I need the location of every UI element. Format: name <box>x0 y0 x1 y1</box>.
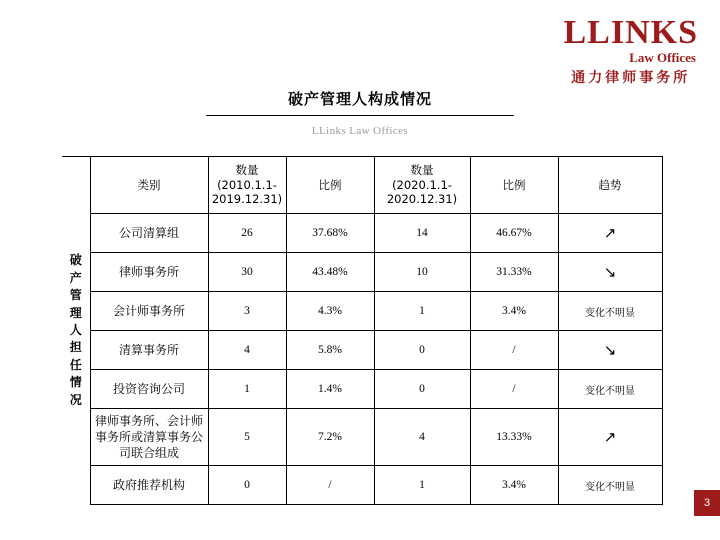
cell-count-new: 10 <box>374 253 470 292</box>
cell-pct-old: 7.2% <box>286 409 374 466</box>
cell-pct-new: 3.4% <box>470 292 558 331</box>
cell-category: 会计师事务所 <box>90 292 208 331</box>
cell-pct-old: / <box>286 466 374 505</box>
cell-count-old: 30 <box>208 253 286 292</box>
cell-count-new: 0 <box>374 370 470 409</box>
cell-count-old: 0 <box>208 466 286 505</box>
cell-count-old: 26 <box>208 214 286 253</box>
cell-pct-new: 31.33% <box>470 253 558 292</box>
cell-count-new: 1 <box>374 466 470 505</box>
cell-trend-down-icon: ↘ <box>558 331 662 370</box>
logo-wordmark: LLINKS <box>563 14 698 51</box>
cell-pct-old: 5.8% <box>286 331 374 370</box>
page-number-badge: 3 <box>694 490 720 516</box>
cell-pct-new: 3.4% <box>470 466 558 505</box>
table-row <box>62 466 662 505</box>
cell-trend-note: 变化不明显 <box>558 292 662 331</box>
cell-count-new: 0 <box>374 331 470 370</box>
cell-category: 律师事务所、会计师事务所或清算事务公司联合组成 <box>90 409 208 466</box>
col-header-count-new-l3: 2020.12.31) <box>386 192 458 207</box>
cell-category: 投资咨询公司 <box>90 370 208 409</box>
logo-tagline: Law Offices <box>629 50 696 65</box>
page-title: 破产管理人构成情况 <box>287 90 432 108</box>
side-vertical-label <box>62 157 90 505</box>
table-row <box>62 370 662 409</box>
side-vertical-label-text: 破产管理人担任情况 <box>69 253 82 407</box>
cell-count-old: 5 <box>208 409 286 466</box>
bankruptcy-administrator-table <box>62 156 663 505</box>
logo-chinese-name: 通力律师事务所 <box>571 70 691 86</box>
cell-pct-new: 13.33% <box>470 409 558 466</box>
col-header-count-old-l2: (2010.1.1- <box>217 177 277 192</box>
col-header-pct-new: 比例 <box>470 157 558 214</box>
table-row <box>62 331 662 370</box>
cell-trend-down-icon: ↘ <box>558 253 662 292</box>
col-header-count-new-l1: 数量 <box>410 162 434 177</box>
title-block <box>0 88 720 137</box>
cell-pct-old: 43.48% <box>286 253 374 292</box>
col-header-count-new-l2: (2020.1.1- <box>392 177 452 192</box>
table-row <box>62 409 662 466</box>
cell-pct-new: / <box>470 331 558 370</box>
cell-count-new: 14 <box>374 214 470 253</box>
cell-count-old: 4 <box>208 331 286 370</box>
cell-count-new: 1 <box>374 292 470 331</box>
cell-trend-note: 变化不明显 <box>558 466 662 505</box>
cell-trend-up-icon: ↗ <box>558 409 662 466</box>
col-header-count-new <box>374 157 470 214</box>
col-header-count-old-l1: 数量 <box>235 162 259 177</box>
cell-pct-new: 46.67% <box>470 214 558 253</box>
cell-count-old: 3 <box>208 292 286 331</box>
table-container <box>62 156 662 505</box>
col-header-trend: 趋势 <box>558 157 662 214</box>
cell-count-old: 1 <box>208 370 286 409</box>
table-row <box>62 292 662 331</box>
cell-count-new: 4 <box>374 409 470 466</box>
col-header-pct-old: 比例 <box>286 157 374 214</box>
cell-pct-old: 1.4% <box>286 370 374 409</box>
page-subtitle: LLinks Law Offices <box>311 125 409 137</box>
cell-category: 清算事务所 <box>90 331 208 370</box>
table-row <box>62 253 662 292</box>
cell-trend-note: 变化不明显 <box>558 370 662 409</box>
company-logo <box>564 16 699 85</box>
cell-pct-old: 37.68% <box>286 214 374 253</box>
cell-pct-old: 4.3% <box>286 292 374 331</box>
table-header-row <box>62 157 662 214</box>
cell-category: 律师事务所 <box>90 253 208 292</box>
col-header-count-old-l3: 2019.12.31) <box>211 192 283 207</box>
cell-pct-new: / <box>470 370 558 409</box>
cell-category: 政府推荐机构 <box>90 466 208 505</box>
col-header-count-old <box>208 157 286 214</box>
title-divider <box>206 115 514 116</box>
cell-category: 公司清算组 <box>90 214 208 253</box>
col-header-category: 类别 <box>90 157 208 214</box>
table-row <box>62 214 662 253</box>
cell-trend-up-icon: ↗ <box>558 214 662 253</box>
